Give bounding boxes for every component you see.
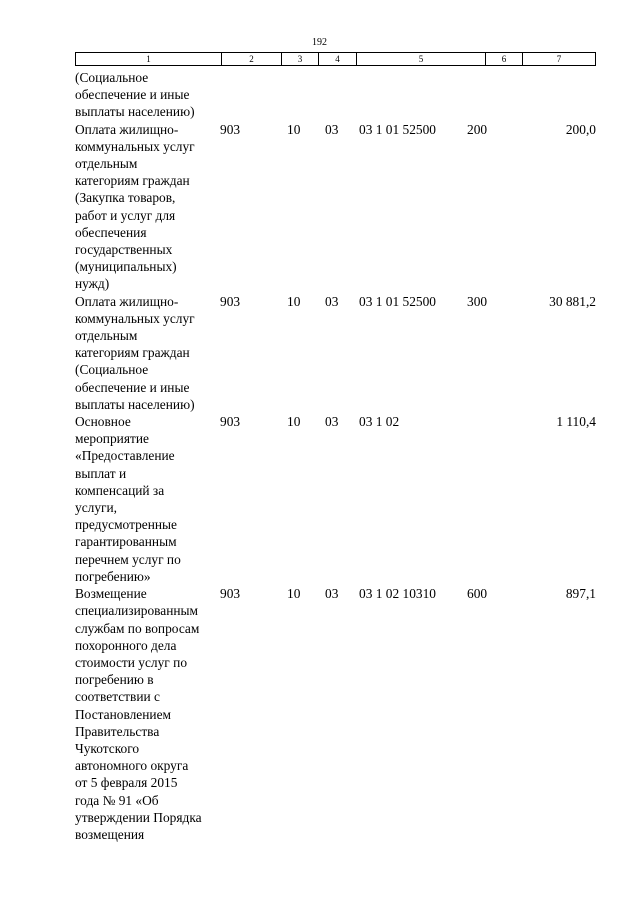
row-name-line: отдельным xyxy=(75,328,138,344)
row-name xyxy=(75,121,225,293)
row-name-line: (Социальное xyxy=(75,362,149,378)
row-name-line: Оплата жилищно- xyxy=(75,121,179,137)
row-name-line: Правительства xyxy=(75,723,160,739)
row-name-line: соответствии с xyxy=(75,689,160,705)
row-sum: 897,1 xyxy=(565,586,596,602)
row-name-line: Чукотского xyxy=(75,740,140,756)
table-row xyxy=(75,293,596,413)
row-name-line: мероприятие xyxy=(75,431,149,447)
row-section: 10 xyxy=(287,121,301,137)
row-name xyxy=(75,293,225,413)
row-name-line: обеспечения xyxy=(75,224,147,240)
row-name-line: Оплата жилищно- xyxy=(75,293,179,309)
row-subsection: 03 xyxy=(325,414,339,430)
row-section: 10 xyxy=(287,414,301,430)
row-name-line: коммунальных услуг xyxy=(75,138,195,154)
row-expense-type: 600 xyxy=(467,586,488,602)
row-name-line: выплаты населению) xyxy=(75,104,195,120)
table-row xyxy=(75,121,596,293)
row-sum: 200,0 xyxy=(565,121,596,137)
row-target-article: 03 1 01 52500 xyxy=(359,293,436,309)
row-name xyxy=(75,69,225,121)
row-name-line: погребению в xyxy=(75,672,154,688)
row-name-line: службам по вопросам xyxy=(75,620,200,636)
row-subsection: 03 xyxy=(325,586,339,602)
row-section: 10 xyxy=(287,293,301,309)
row-name-line: (Социальное xyxy=(75,70,149,85)
row-name-line: государственных xyxy=(75,242,173,258)
row-name-line: Основное xyxy=(75,414,131,430)
row-name-line: похоронного дела xyxy=(75,637,177,653)
row-name xyxy=(75,585,225,843)
row-gr-code: 903 xyxy=(220,121,241,137)
row-sum: 1 110,4 xyxy=(556,414,596,430)
row-subsection: 03 xyxy=(325,121,339,137)
row-name-line: коммунальных услуг xyxy=(75,310,195,326)
row-name xyxy=(75,413,225,585)
row-name-line: предусмотренные xyxy=(75,517,177,533)
row-target-article: 03 1 02 10310 xyxy=(359,586,436,602)
row-expense-type: 200 xyxy=(467,121,488,137)
row-gr-code: 903 xyxy=(220,293,241,309)
row-sum: 30 881,2 xyxy=(549,293,596,309)
table-row xyxy=(75,413,596,585)
row-name-line: (муниципальных) xyxy=(75,259,177,275)
row-target-article: 03 1 02 xyxy=(359,414,400,430)
row-name-line: обеспечение и иные xyxy=(75,87,190,103)
header-col-1: 1 xyxy=(76,53,222,65)
row-name-line: услуги, xyxy=(75,500,118,516)
header-col-7: 7 xyxy=(556,54,562,64)
row-section: 10 xyxy=(287,586,301,602)
row-gr-code: 903 xyxy=(220,414,241,430)
row-name-line: автономного округа xyxy=(75,758,189,774)
row-name-line: компенсаций за xyxy=(75,482,165,498)
row-name-line: возмещения xyxy=(75,826,145,842)
row-name-line: погребению» xyxy=(75,568,151,584)
row-name-line: от 5 февраля 2015 xyxy=(75,775,178,791)
row-name-line: Возмещение xyxy=(75,586,147,602)
row-subsection: 03 xyxy=(325,293,339,309)
row-name-line: категориям граждан xyxy=(75,345,190,361)
row-name-line: обеспечение и иные xyxy=(75,379,190,395)
row-name-line: выплаты населению) xyxy=(75,396,195,412)
row-name-line: специализированным xyxy=(75,603,199,619)
row-name-line: стоимости услуг по xyxy=(75,654,188,670)
table-body xyxy=(75,69,596,843)
row-name-line: года № 91 «Об xyxy=(75,792,159,808)
row-name-line: нужд) xyxy=(75,276,110,292)
header-col-6: 6 xyxy=(486,53,523,65)
row-name-line: отдельным xyxy=(75,156,138,172)
header-col-5: 5 xyxy=(357,53,486,65)
row-target-article: 03 1 01 52500 xyxy=(359,121,436,137)
row-name-line: «Предоставление xyxy=(75,448,175,464)
row-expense-type: 300 xyxy=(467,293,488,309)
row-name-line: (Закупка товаров, xyxy=(75,190,176,206)
row-name-line: выплат и xyxy=(75,465,127,481)
page-number: 192 xyxy=(312,37,327,48)
table-row xyxy=(75,585,596,843)
header-col-2: 2 xyxy=(222,53,282,65)
row-name-line: категориям граждан xyxy=(75,173,190,189)
table-header xyxy=(75,52,596,66)
row-name-line: утверждении Порядка xyxy=(75,809,202,825)
row-name-line: гарантированным xyxy=(75,534,177,550)
table-row xyxy=(75,69,596,121)
header-col-3: 3 xyxy=(282,53,319,65)
header-col-4: 4 xyxy=(319,53,357,65)
row-name-line: Постановлением xyxy=(75,706,171,722)
row-name-line: перечнем услуг по xyxy=(75,551,181,567)
row-gr-code: 903 xyxy=(220,586,241,602)
row-name-line: работ и услуг для xyxy=(75,207,176,223)
